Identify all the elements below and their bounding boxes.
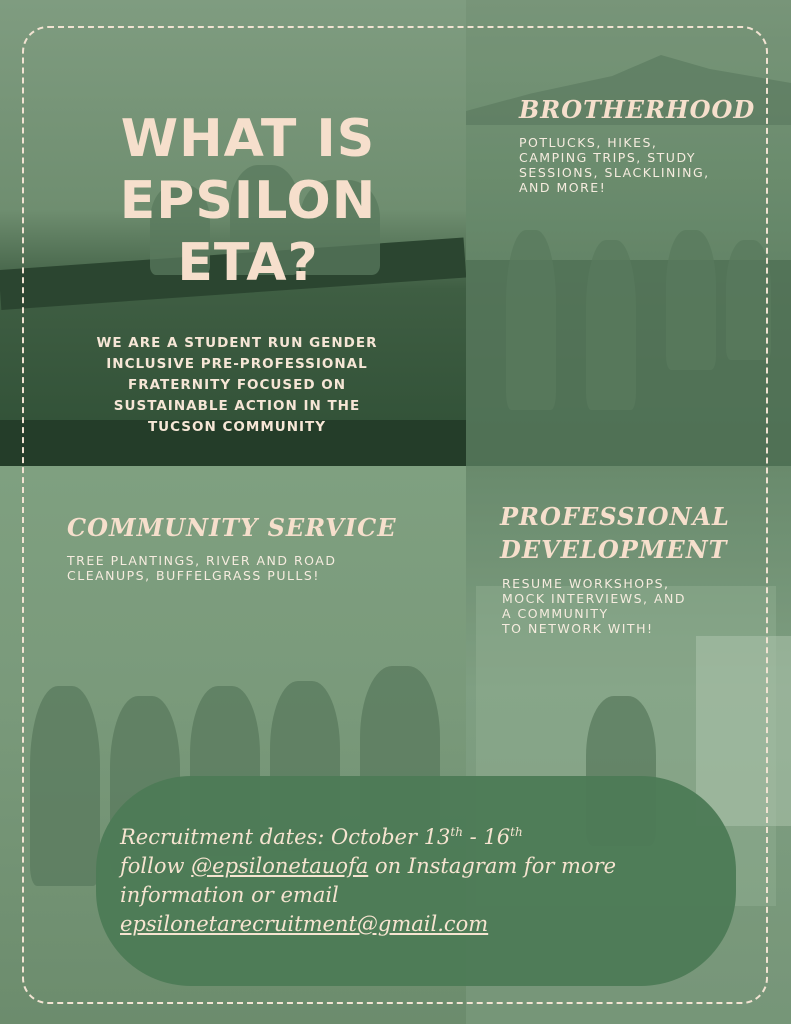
community-service-description xyxy=(67,553,397,583)
description-line: RESUME WORKSHOPS, xyxy=(502,576,670,591)
info-line: information or email xyxy=(120,883,339,907)
follow-text: on Instagram for more xyxy=(368,854,617,878)
email-link[interactable]: epsilonetarecruitment@gmail.com xyxy=(120,912,489,936)
community-service-title: COMMUNITY SERVICE xyxy=(67,513,397,542)
description-line: POTLUCKS, HIKES, xyxy=(519,135,658,150)
instagram-handle-link[interactable]: @epsilonetauofa xyxy=(191,854,369,878)
brotherhood-title: BROTHERHOOD xyxy=(519,95,756,124)
description-line: A COMMUNITY xyxy=(502,606,609,621)
recruitment-info xyxy=(120,818,730,939)
title-line: ETA? xyxy=(177,233,319,293)
title-line: PROFESSIONAL xyxy=(500,502,730,531)
description-line: CAMPING TRIPS, STUDY xyxy=(519,150,697,165)
intro-text: WE ARE A STUDENT RUN GENDER INCLUSIVE PRE-PROFESSIONAL FRATERNITY FOCUSED ON SUSTAINABLE ACTION IN THE TUCSON COMMUNITY xyxy=(96,335,378,435)
description-line: MOCK INTERVIEWS, AND xyxy=(502,591,686,606)
title-line: DEVELOPMENT xyxy=(500,535,728,564)
description-line: TREE PLANTINGS, RIVER AND ROAD xyxy=(67,553,337,568)
professional-development-title xyxy=(500,500,760,566)
ordinal-suffix: th xyxy=(510,825,523,839)
description-line: TO NETWORK WITH! xyxy=(502,621,654,636)
follow-text: follow xyxy=(120,854,192,878)
recruitment-dates xyxy=(120,818,730,852)
description-line: SESSIONS, SLACKLINING, xyxy=(519,165,710,180)
dates-text: - 16 xyxy=(462,825,511,849)
brotherhood-description xyxy=(519,135,764,195)
ordinal-suffix: th xyxy=(450,825,463,839)
description-line: AND MORE! xyxy=(519,180,607,195)
title-line: WHAT IS xyxy=(120,109,376,169)
dates-text: Recruitment dates: October 13 xyxy=(120,825,451,849)
page-title xyxy=(78,108,418,294)
description-line: CLEANUPS, BUFFELGRASS PULLS! xyxy=(67,568,320,583)
professional-development-description xyxy=(502,576,742,636)
follow-line xyxy=(120,852,730,881)
title-line: EPSILON xyxy=(119,171,377,231)
